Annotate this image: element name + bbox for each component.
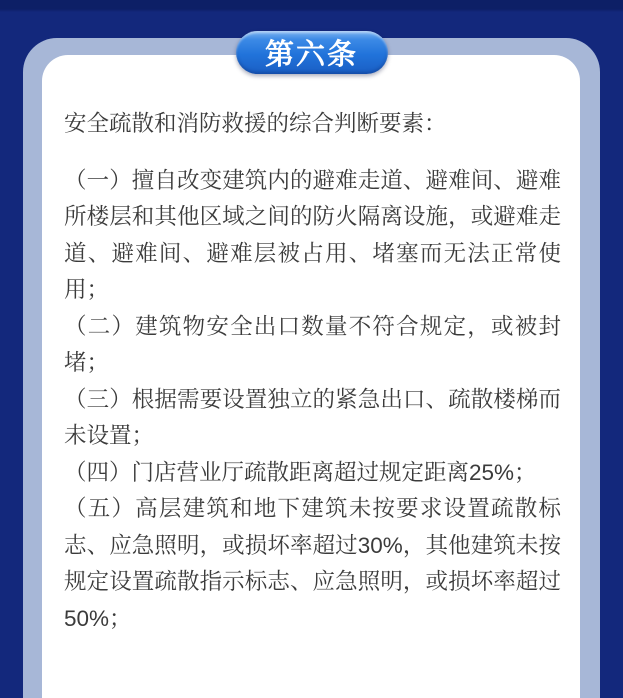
article-clause-1: （一）擅自改变建筑内的避难走道、避难间、避难所楼层和其他区域之间的防火隔离设施，或避难走道、避难间、避难层被占用、堵塞而无法正常使用； xyxy=(64,167,561,302)
article-clause-5: （五）高层建筑和地下建筑未按要求设置疏散标志、应急照明，或损坏率超过30%，其他建筑未按规定设置疏散指示标志、应急照明，或损坏率超过50%； xyxy=(64,496,561,631)
article-number-badge xyxy=(236,31,388,74)
article-clause-4: （四）门店营业厅疏散距离超过规定距离25%； xyxy=(64,459,537,485)
article-card xyxy=(42,55,580,698)
article-content xyxy=(42,55,580,637)
article-intro: 安全疏散和消防救援的综合判断要素： xyxy=(64,111,447,136)
article-card-border xyxy=(23,38,600,698)
article-number-badge-label: 第六条 xyxy=(264,39,358,71)
article-clause-2: （二）建筑物安全出口数量不符合规定，或被封堵； xyxy=(64,313,561,375)
article-clause-3: （三）根据需要设置独立的紧急出口、疏散楼梯而未设置； xyxy=(64,386,561,448)
